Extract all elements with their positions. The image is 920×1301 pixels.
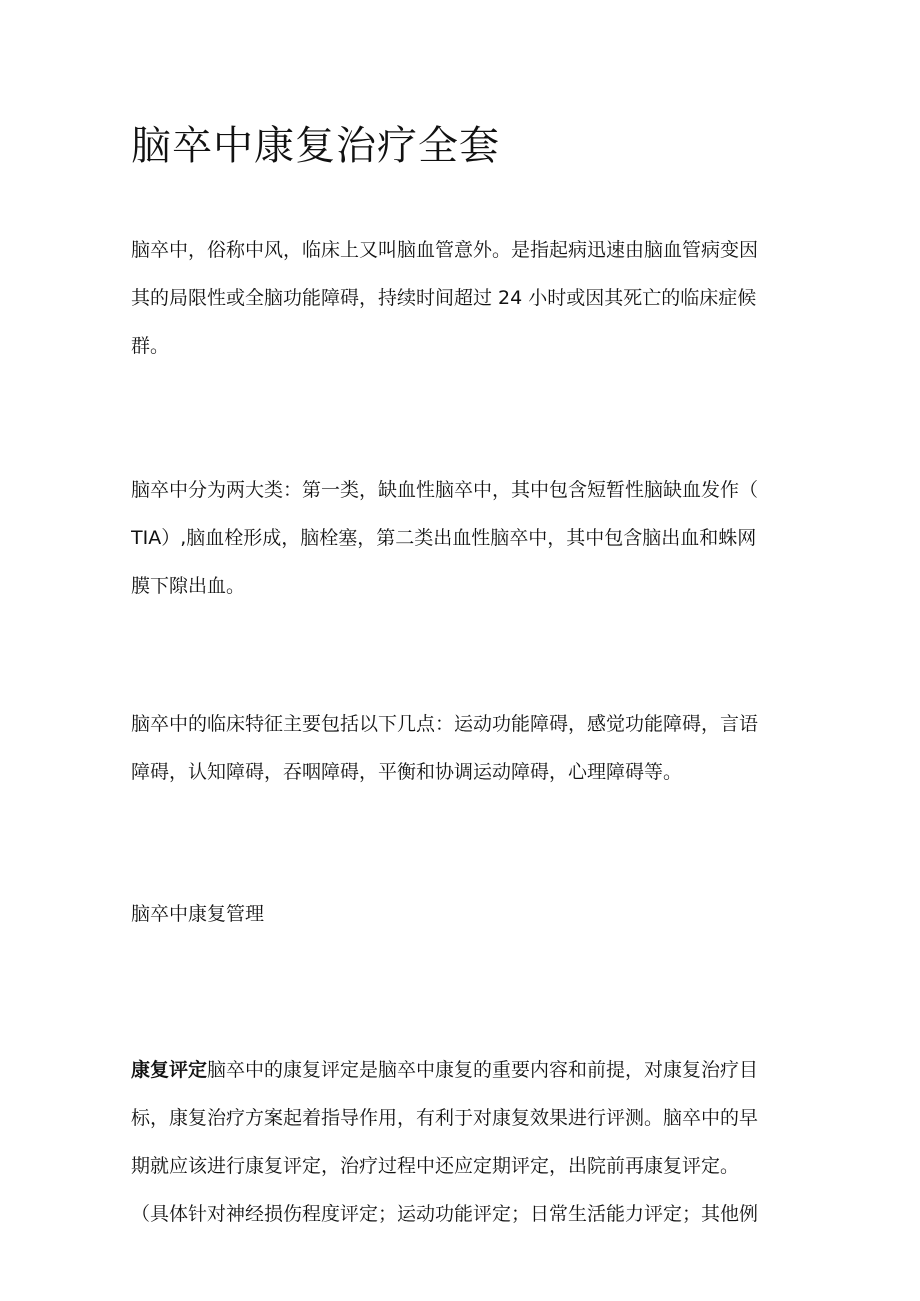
paragraph-line: 期就应该进行康复评定，治疗过程中还应定期评定，出院前再康复评定。 — [131, 1155, 740, 1177]
paragraph-rehab-assessment — [131, 1046, 796, 1238]
bold-lead-term: 康复评定 — [131, 1059, 208, 1081]
paragraph-line: 其的局限性或全脑功能障碍，持续时间超过 24 小时或因其死亡的临床症候 — [131, 287, 757, 309]
paragraph-line: 脑卒中的临床特征主要包括以下几点：运动功能障碍，感觉功能障碍，言语 — [131, 713, 759, 735]
paragraph-line — [131, 1046, 796, 1094]
paragraph-line: TIA）,脑血栓形成，脑栓塞，第二类出血性脑卒中，其中包含脑出血和蛛网 — [131, 527, 757, 549]
paragraph-line: 标，康复治疗方案起着指导作用，有利于对康复效果进行评测。脑卒中的早 — [131, 1107, 759, 1129]
paragraph-line: 膜下隙出血。 — [131, 575, 246, 597]
paragraph-classification — [131, 466, 796, 610]
paragraph-line-rest: 脑卒中的康复评定是脑卒中康复的重要内容和前提，对康复治疗目 — [207, 1059, 759, 1081]
section-heading-text: 脑卒中康复管理 — [131, 903, 265, 925]
paragraph-line: 障碍，认知障碍，吞咽障碍，平衡和协调运动障碍，心理障碍等。 — [131, 761, 683, 783]
paragraph-line: 脑卒中，俗称中风，临床上又叫脑血管意外。是指起病迅速由脑血管病变因 — [131, 239, 759, 261]
paragraph-line: （具体针对神经损伤程度评定；运动功能评定；日常生活能力评定；其他例 — [131, 1203, 759, 1225]
paragraph-line: 脑卒中分为两大类：第一类，缺血性脑卒中，其中包含短暂性脑缺血发作（ — [131, 479, 759, 501]
paragraph-clinical-features — [131, 700, 796, 796]
section-heading-rehab-management — [131, 890, 796, 938]
paragraph-line: 群。 — [131, 335, 170, 357]
document-title: 脑卒中康复治疗全套 — [131, 123, 500, 169]
paragraph-definition — [131, 226, 796, 370]
